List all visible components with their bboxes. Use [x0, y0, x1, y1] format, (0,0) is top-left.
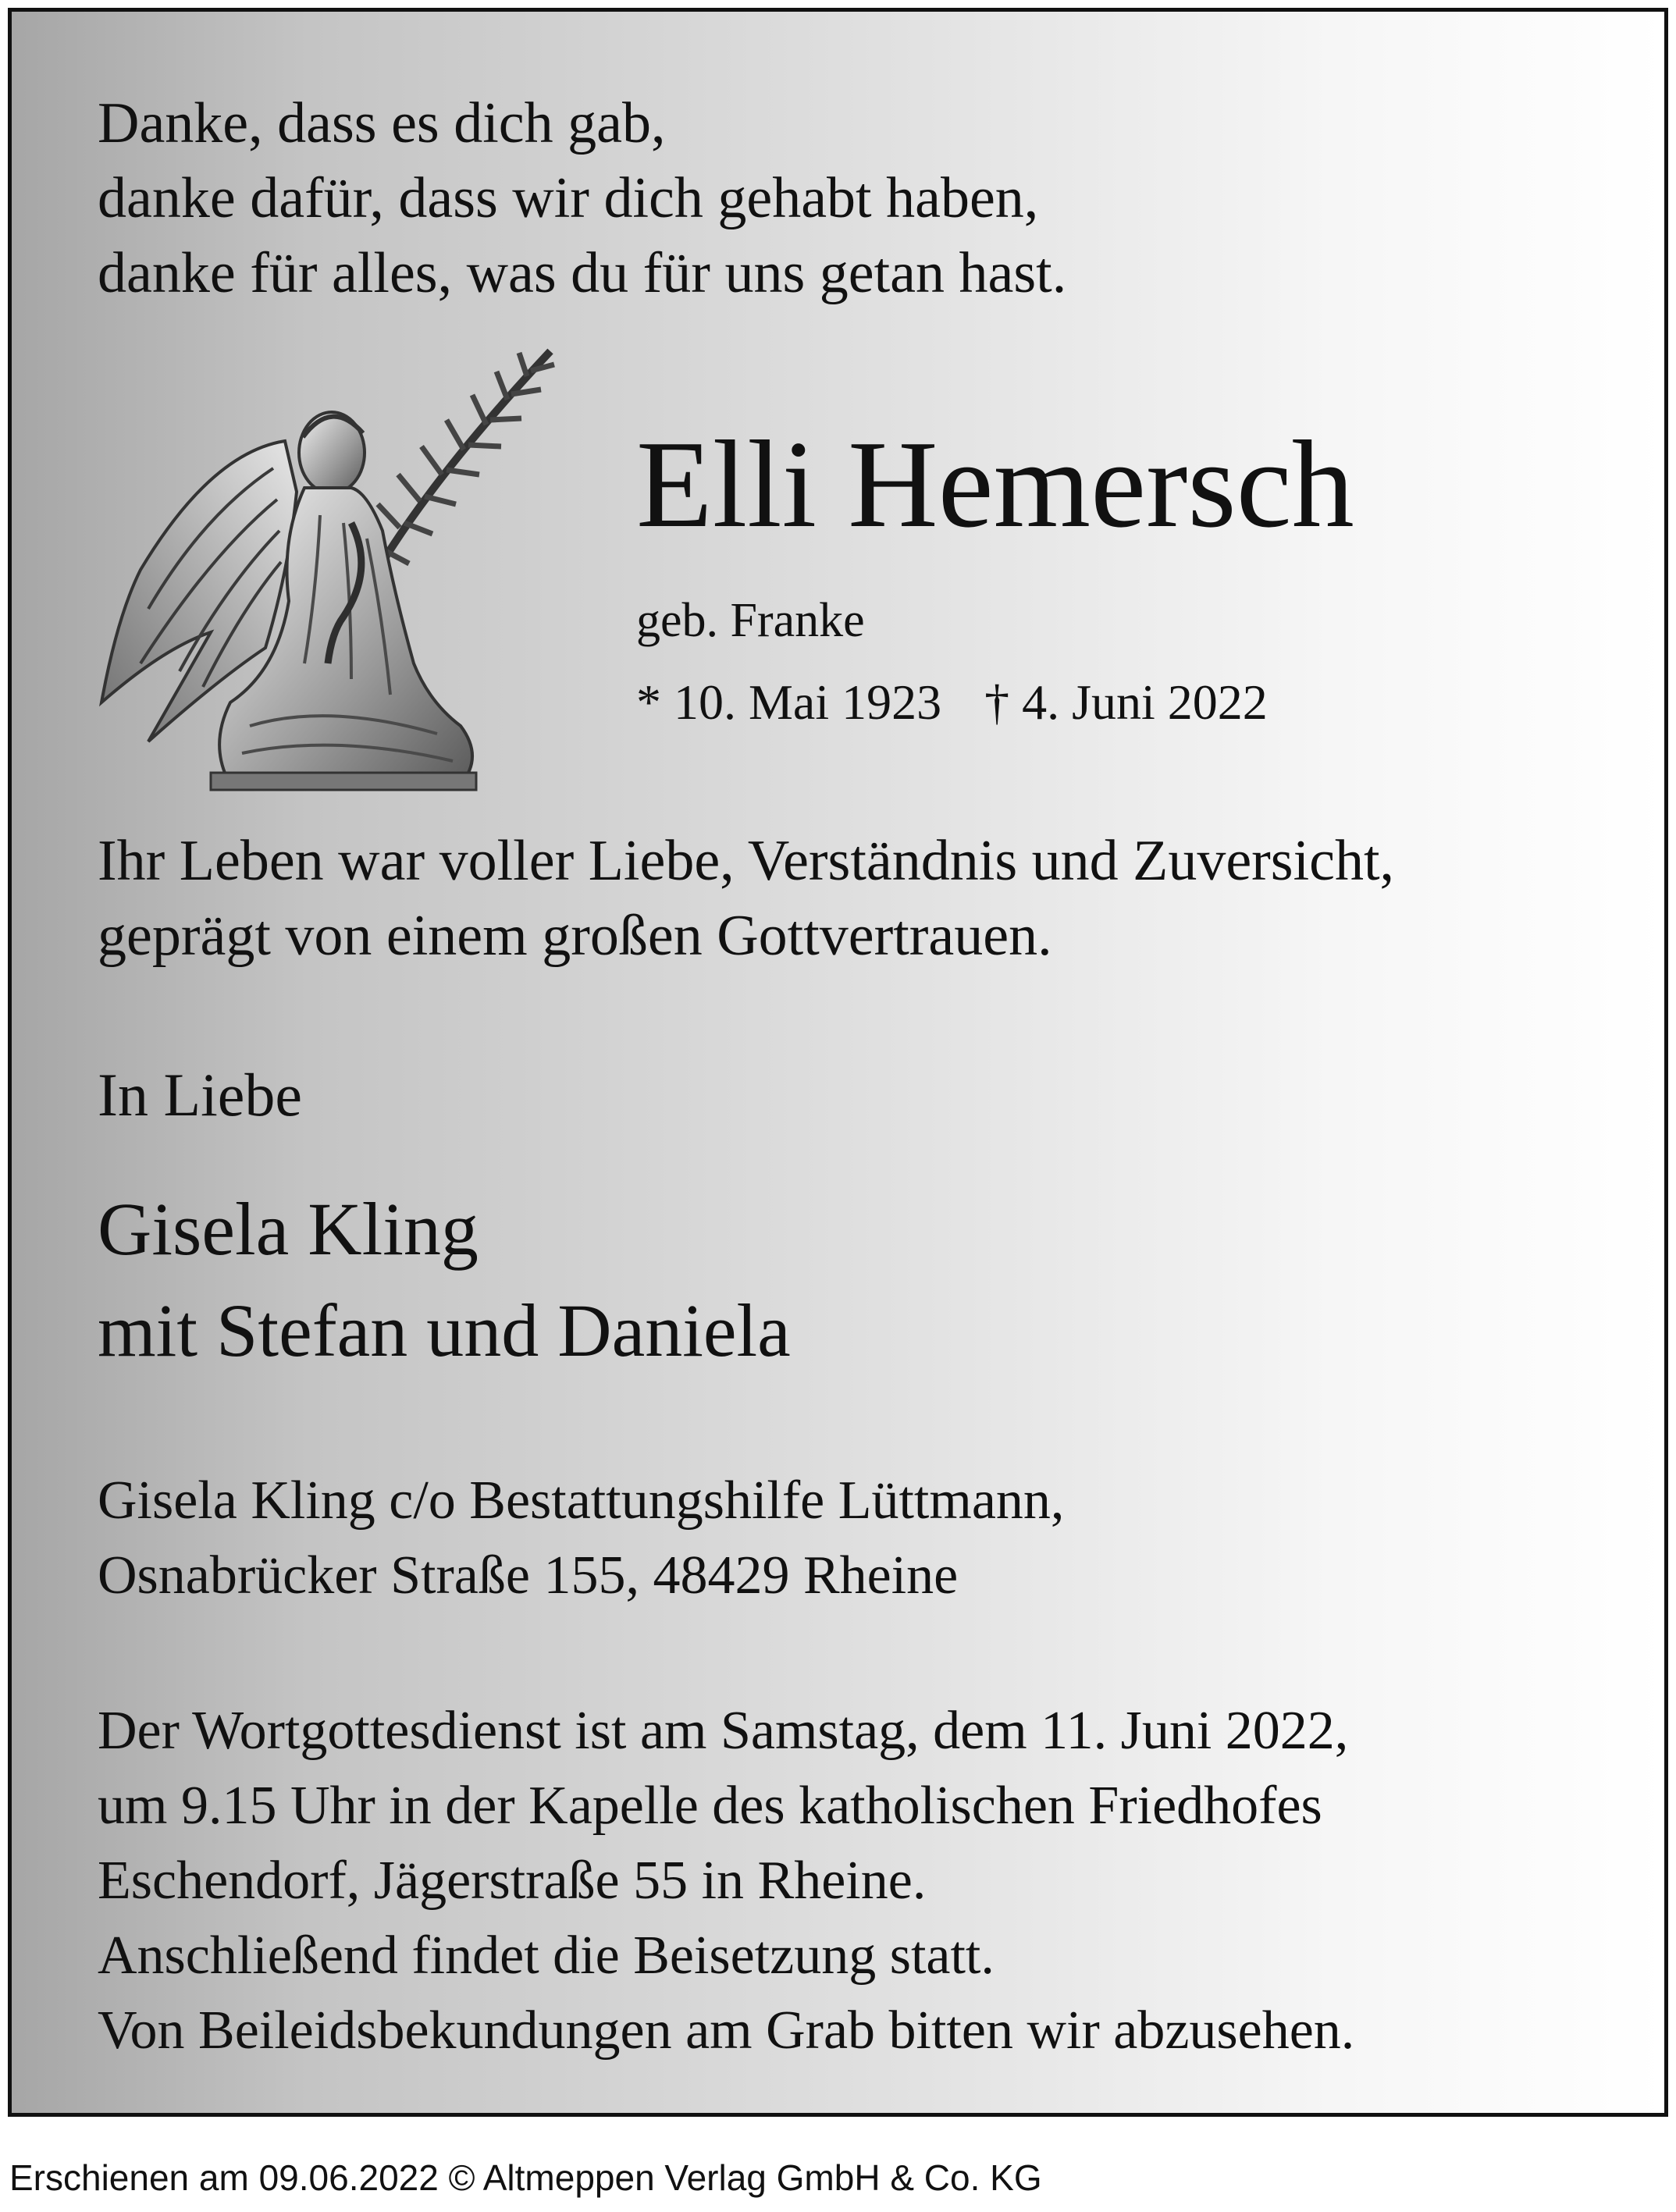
mourner-line: mit Stefan und Daniela [98, 1289, 791, 1372]
mourners [98, 1179, 791, 1382]
poem-line: Danke, dass es dich gab, [98, 91, 666, 155]
obituary-notice [8, 8, 1668, 2117]
poem [98, 86, 1066, 311]
contact-address [98, 1463, 1064, 1613]
address-line: Gisela Kling c/o Bestattungshilfe Lüttmann, [98, 1471, 1065, 1531]
maiden-name: geb. Franke [636, 594, 865, 647]
service-line: um 9.15 Uhr in der Kapelle des katholischen Friedhofes [98, 1776, 1322, 1836]
service-line: Der Wortgottesdienst ist am Samstag, dem 11. Juni 2022, [98, 1701, 1349, 1761]
service-line: Eschendorf, Jägerstraße 55 in Rheine. [98, 1851, 927, 1911]
life-tribute [98, 823, 1394, 973]
death-date: † 4. Juni 2022 [984, 674, 1268, 730]
publication-footer: Erschienen am 09.06.2022 © Altmeppen Verlag GmbH & Co. KG [9, 2157, 1042, 2198]
angel-icon [94, 336, 578, 796]
poem-line: danke dafür, dass wir dich gehabt haben, [98, 166, 1039, 230]
closing-phrase: In Liebe [98, 1061, 303, 1129]
birth-date: * 10. Mai 1923 [636, 674, 942, 730]
poem-line: danke für alles, was du für uns getan hast. [98, 241, 1067, 305]
service-line: Anschließend findet die Beisetzung statt. [98, 1926, 995, 1986]
service-line: Von Beileidsbekundungen am Grab bitten wir abzusehen. [98, 2000, 1355, 2061]
tribute-line: geprägt von einem großen Gottvertrauen. [98, 904, 1052, 968]
mourner-line: Gisela Kling [98, 1187, 479, 1271]
address-line: Osnabrücker Straße 155, 48429 Rheine [98, 1545, 959, 1606]
life-dates [636, 671, 1268, 734]
deceased-name: Elli Hemersch [636, 414, 1354, 553]
tribute-line: Ihr Leben war voller Liebe, Verständnis und Zuversicht, [98, 829, 1395, 893]
service-details [98, 1694, 1354, 2068]
